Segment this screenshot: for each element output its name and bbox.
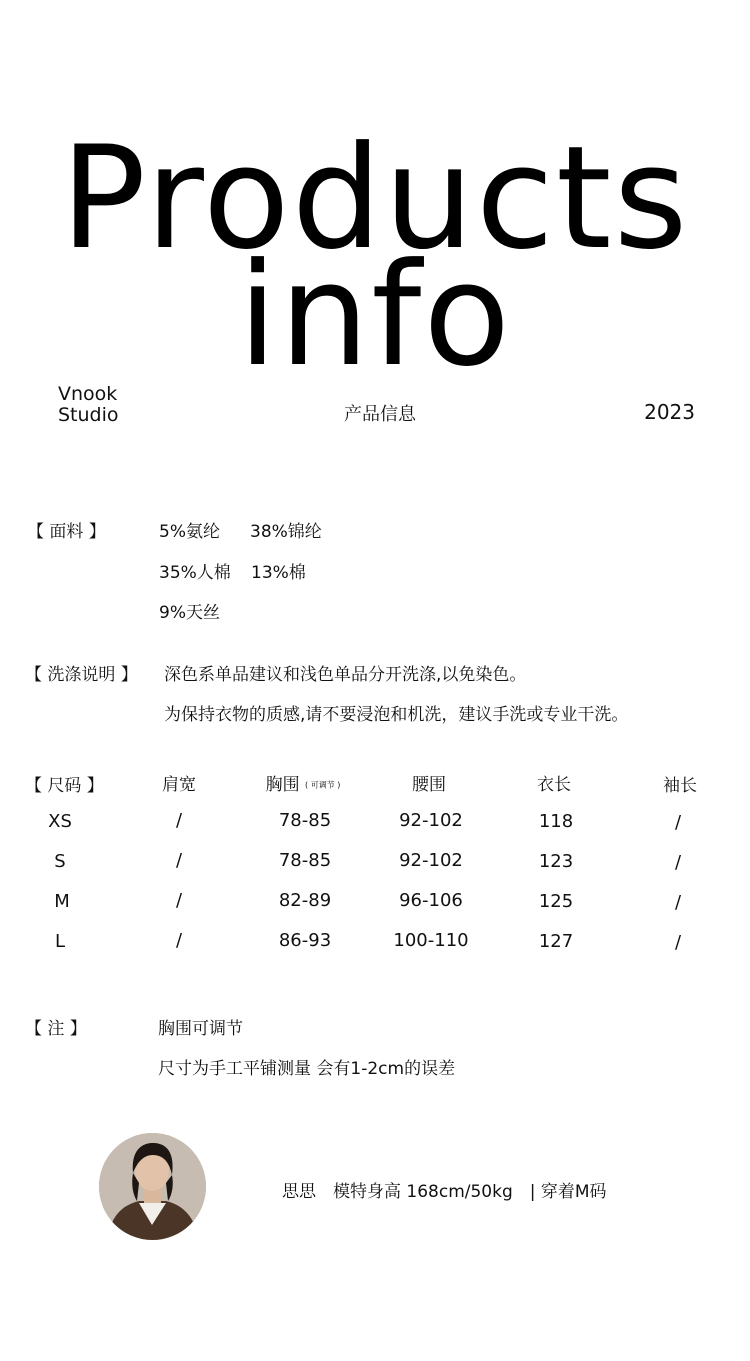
header-shoulder: 肩宽	[162, 775, 196, 795]
chest-cell: 78-85	[278, 850, 332, 871]
waist-cell: 92-102	[399, 850, 463, 871]
fabric-item: 5%氨纶	[159, 522, 220, 542]
fabric-item: 13%棉	[251, 563, 306, 583]
header-sleeve: 袖长	[663, 776, 697, 796]
chest-cell: 86-93	[278, 930, 332, 951]
waist-cell: 92-102	[399, 810, 463, 831]
shoulder-cell: /	[175, 850, 183, 871]
waist-cell: 100-110	[393, 930, 469, 951]
chest-cell: 82-89	[278, 890, 332, 911]
year-label: 2023	[644, 400, 695, 424]
size-label: 【 尺码 】	[25, 776, 104, 796]
sleeve-cell: /	[674, 892, 682, 913]
brand-line2: Studio	[58, 404, 119, 426]
hero-title-line1: Products	[60, 116, 690, 281]
section-title: 产品信息	[344, 404, 416, 425]
chest-cell: 78-85	[278, 810, 332, 831]
fabric-item: 35%人棉	[159, 563, 231, 583]
size-cell: M	[54, 891, 70, 912]
fabric-item: 38%锦纶	[250, 522, 322, 542]
header-waist: 腰围	[412, 775, 446, 795]
length-cell: 118	[538, 811, 574, 832]
hero-title-line2: info	[237, 233, 513, 398]
note-label: 【 注 】	[25, 1019, 87, 1039]
washing-line: 深色系单品建议和浅色单品分开洗涤,以免染色。	[164, 665, 527, 685]
model-info: 思思 模特身高 168cm/50kg | 穿着M码	[282, 1182, 607, 1202]
fabric-label: 【 面料 】	[27, 522, 106, 542]
size-cell: S	[54, 851, 66, 872]
note-line: 尺寸为手工平铺测量 会有1-2cm的误差	[158, 1059, 456, 1079]
brand-line1: Vnook	[58, 383, 118, 405]
shoulder-cell: /	[175, 930, 183, 951]
note-line: 胸围可调节	[158, 1019, 243, 1039]
header-chest-label: 胸围	[265, 775, 300, 795]
shoulder-cell: /	[175, 890, 183, 911]
waist-cell: 96-106	[399, 890, 463, 911]
header-length: 衣长	[537, 775, 571, 795]
length-cell: 125	[538, 891, 574, 912]
model-portrait-icon	[99, 1133, 206, 1240]
length-cell: 127	[538, 931, 574, 952]
header-chest-note: ( 可调节 )	[305, 780, 341, 790]
size-cell: XS	[48, 811, 72, 832]
sleeve-cell: /	[674, 852, 682, 873]
washing-line: 为保持衣物的质感,请不要浸泡和机洗，建议手洗或专业干洗。	[164, 705, 629, 725]
header-chest	[243, 770, 363, 795]
fabric-item: 9%天丝	[159, 603, 220, 623]
sleeve-cell: /	[674, 812, 682, 833]
length-cell: 123	[538, 851, 574, 872]
sleeve-cell: /	[674, 932, 682, 953]
washing-label: 【 洗涤说明 】	[25, 665, 138, 685]
shoulder-cell: /	[175, 810, 183, 831]
model-avatar	[99, 1133, 206, 1240]
size-cell: L	[54, 931, 66, 952]
